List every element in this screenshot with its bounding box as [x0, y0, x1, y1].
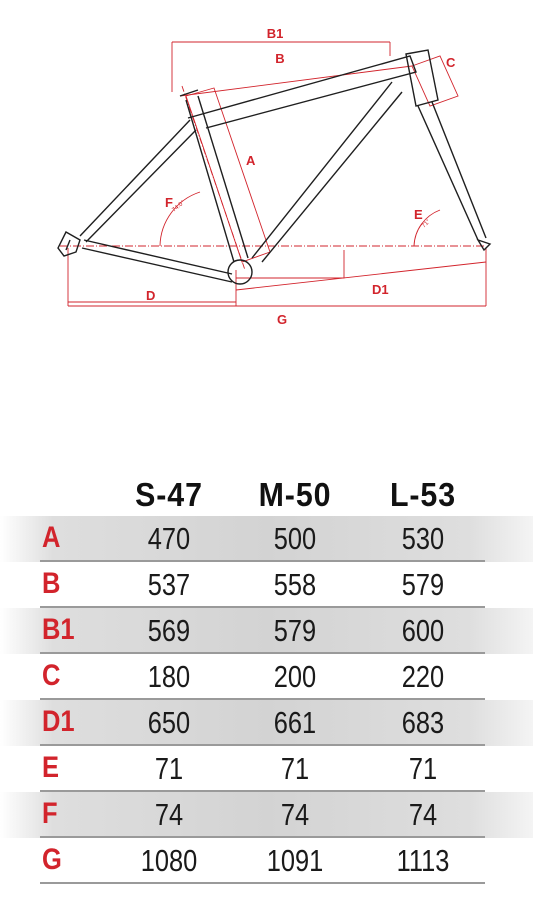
label-g: G — [276, 312, 288, 327]
geometry-table — [0, 470, 533, 884]
table-row-b1 — [0, 608, 533, 654]
cell-value: 1091 — [266, 843, 324, 878]
bike-frame — [58, 50, 490, 284]
cell-value: 470 — [147, 521, 191, 556]
label-d1: D1 — [372, 282, 389, 297]
label-e: E — [414, 207, 423, 222]
cell-value: 600 — [401, 613, 445, 648]
row-label: F — [42, 797, 58, 830]
cell-value: 71 — [280, 751, 310, 786]
cell-value: 558 — [273, 567, 317, 602]
cell-value: 683 — [401, 705, 445, 740]
label-c: C — [446, 55, 456, 70]
cell-value: 200 — [273, 659, 317, 694]
row-label: G — [42, 843, 62, 876]
table-row-a — [0, 516, 533, 562]
cell-value: 1080 — [140, 843, 198, 878]
row-label: B1 — [42, 613, 75, 646]
cell-value: 569 — [147, 613, 191, 648]
frame-geometry-diagram — [0, 0, 533, 340]
size-header-s47: S-47 — [135, 476, 203, 513]
table-row-c — [0, 654, 533, 700]
row-label: D1 — [42, 705, 75, 738]
row-label: C — [42, 659, 61, 692]
cell-value: 220 — [401, 659, 445, 694]
cell-value: 530 — [401, 521, 445, 556]
size-header-row — [0, 470, 533, 516]
label-b1: B1 — [266, 26, 284, 41]
table-row-g — [0, 838, 533, 884]
cell-value: 71 — [408, 751, 438, 786]
cell-value: 579 — [401, 567, 445, 602]
cell-value: 180 — [147, 659, 191, 694]
cell-value: 1113 — [396, 843, 450, 878]
label-a: A — [246, 153, 256, 168]
cell-value: 71 — [154, 751, 184, 786]
cell-value: 500 — [273, 521, 317, 556]
dimension-lines — [60, 42, 486, 306]
table-row-b — [0, 562, 533, 608]
label-d: D — [146, 288, 156, 303]
cell-value: 661 — [273, 705, 317, 740]
cell-value: 650 — [147, 705, 191, 740]
label-f: F — [165, 195, 173, 210]
cell-value: 537 — [147, 567, 191, 602]
cell-value: 74 — [408, 797, 438, 832]
table-row-e — [0, 746, 533, 792]
size-header-l53: L-53 — [389, 476, 457, 513]
head-angle-value: 71° — [421, 218, 432, 230]
row-label: A — [42, 521, 61, 554]
row-label: E — [42, 751, 60, 784]
size-header-m50: M-50 — [258, 476, 332, 513]
table-row-f — [0, 792, 533, 838]
row-label: B — [42, 567, 61, 600]
cell-value: 579 — [273, 613, 317, 648]
cell-value: 74 — [154, 797, 184, 832]
table-row-d1 — [0, 700, 533, 746]
label-b: B — [275, 51, 285, 66]
seat-angle-value: 74.0° — [171, 199, 187, 214]
cell-value: 74 — [280, 797, 310, 832]
